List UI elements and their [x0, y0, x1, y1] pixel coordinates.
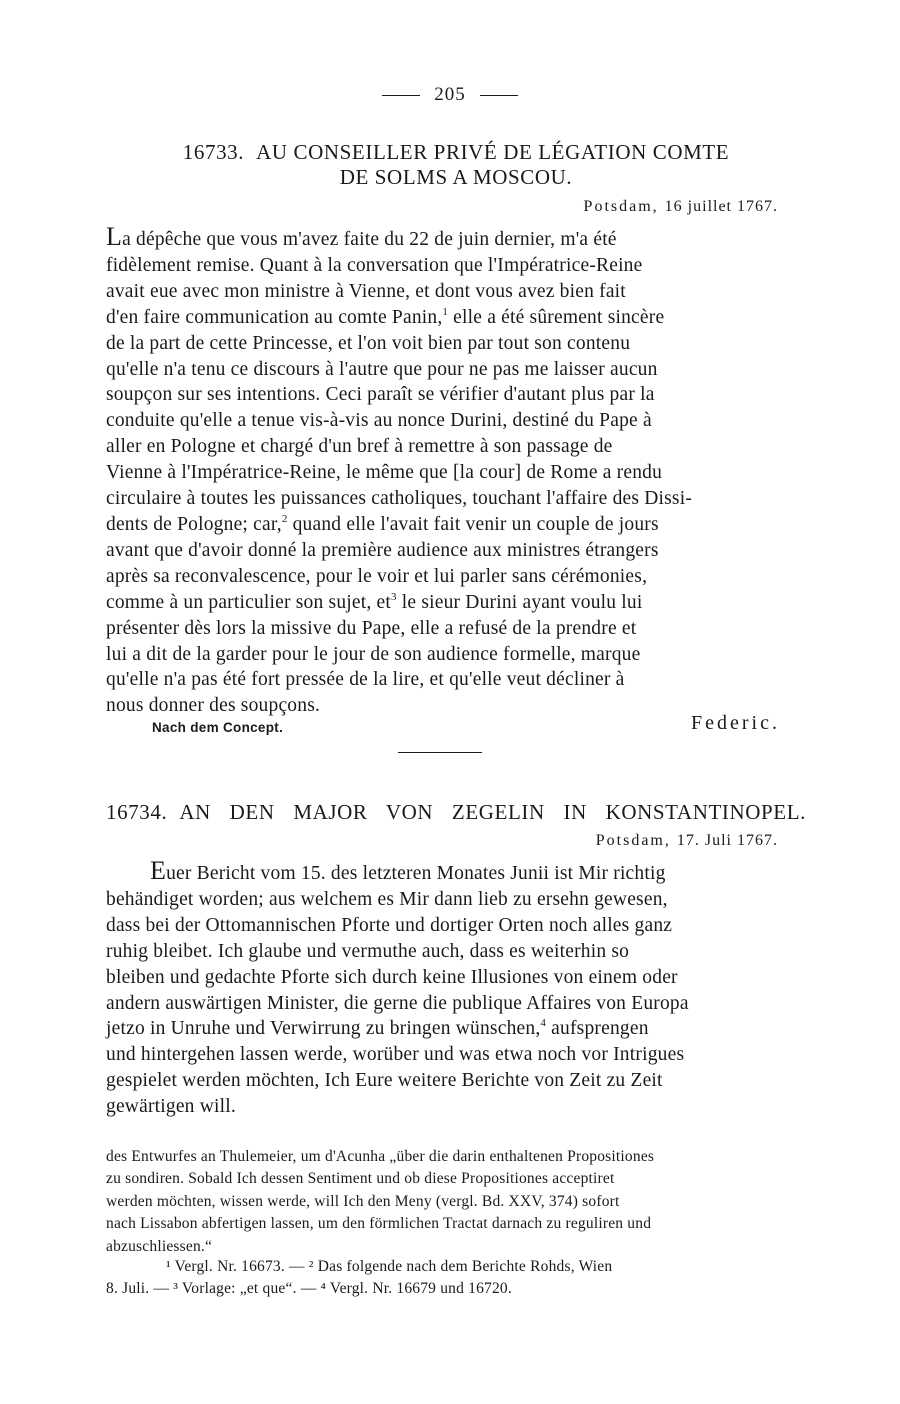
footnote-line: des Entwurfes an Thulemeier, um d'Acunha „über die darin enthaltenen Propositiones [106, 1148, 655, 1165]
text-line: jetzo in Unruhe und Verwirrung zu bringen wünschen,$^4$ aufsprengen [106, 1017, 649, 1040]
text-line: ruhig bleibet. Ich glaube und vermuthe auch, dass es weiterhin so [106, 940, 630, 962]
letter-number: 16733. [182, 140, 245, 164]
text-line: gewärtigen will. [106, 1096, 236, 1118]
footnote-marker: 2 [281, 512, 288, 525]
text-line: conduite qu'elle a tenue vis-à-vis au nonce Durini, destiné du Pape à [106, 410, 652, 432]
text-line: après sa reconvalescence, pour le voir et lui parler sans cérémonies, [106, 565, 648, 587]
header-rule-right [480, 95, 518, 96]
text-line: Euer Bericht vom 15. des letzteren Monates Junii ist Mir richtig [150, 856, 666, 885]
footnote-line: werden möchten, wissen werde, will Ich den Meny (vergl. Bd. XXV, 374) sofort [106, 1192, 620, 1210]
text-line: behändiget worden; aus welchem es Mir dann lieb zu ersehn gewesen, [106, 888, 668, 910]
text-line: de la part de cette Princesse, et l'on voit bien par tout son contenu [106, 332, 631, 354]
text-line: comme à un particulier son sujet, $et^3$ le sieur Durini ayant voulu lui [106, 590, 643, 613]
signature: Federic. [691, 712, 780, 734]
letter-heading-16733 [106, 140, 806, 190]
footnote-marker: 4 [540, 1017, 547, 1030]
text-line: aller en Pologne et chargé d'un bref à remettre à son passage de [106, 436, 613, 458]
footnote-line: ¹ Vergl. Nr. 16673. — ² Das folgende nach dem Berichte Rohds, Wien [166, 1258, 613, 1275]
footnote-line: nach Lissabon abfertigen lassen, um den förmlichen Tractat darnach zu reguliren und [106, 1215, 652, 1233]
footnote-line: zu sondiren. Sobald Ich dessen Sentiment und ob diese Propositiones acceptiret [106, 1170, 615, 1188]
footnote-marker: 3 [391, 590, 397, 603]
text-line: soupçon sur ses intentions. Ceci paraît se vérifier d'autant plus par la [106, 384, 655, 406]
date: 17. Juli 1767. [676, 832, 778, 849]
place-date-16733 [584, 198, 778, 216]
letter-title-line2: DE SOLMS A MOSCOU. [339, 165, 573, 189]
place: Potsdam, [583, 198, 659, 215]
text-line: qu'elle n'a tenu ce discours à l'autre que pour ne pas me laisser aucun [106, 358, 658, 380]
letter-heading-16734 [106, 800, 806, 825]
text-line: gespielet werden möchten, Ich Eure weitere Berichte von Zeit zu Zeit [106, 1070, 663, 1092]
page-header [0, 84, 900, 106]
letter-number: 16734. [106, 800, 168, 824]
place: Potsdam, [595, 832, 671, 849]
letter-title: AN DEN MAJOR VON ZEGELIN IN KONSTANTINOPEL. [179, 800, 806, 824]
text-line: bleiben und gedachte Pforte sich durch keine Illusiones von einem oder [106, 966, 678, 988]
letter-title-line1: AU CONSEILLER PRIVÉ DE LÉGATION COMTE [256, 140, 730, 164]
text-line: dass bei der Ottomannischen Pforte und dortiger Orten noch alles ganz [106, 914, 673, 936]
footnote-line: abzuschliessen.“ [106, 1237, 213, 1255]
text-line: dents de Pologne; car,$^2$ quand elle l'avait fait venir un couple de jours [106, 512, 659, 535]
text-line: fidèlement remise. Quant à la conversation que l'Impératrice-Reine [106, 254, 643, 276]
place-date-16734 [596, 832, 778, 850]
text-line: avant que d'avoir donné la première audience aux ministres étrangers [106, 539, 659, 561]
footnote-marker: 1 [442, 305, 449, 318]
text-line: avait eue avec mon ministre à Vienne, et dont vous avez bien fait [106, 280, 626, 302]
footnote-continuation [106, 1146, 804, 1258]
drop-cap: E [150, 856, 167, 885]
letter-body-16734 [106, 858, 804, 1120]
text-line: nous donner des soupçons. [106, 695, 321, 717]
footnote-line: 8. Juli. — ³ Vorlage: „et que“. — ⁴ Vergl. Nr. 16679 und 16720. [106, 1280, 512, 1298]
text-line: lui a dit de la garder pour le jour de son audience formelle, marque [106, 643, 641, 665]
section-divider [398, 752, 482, 753]
text-line: und hintergehen lassen werde, worüber und was etwa noch vor Intrigues [106, 1044, 685, 1066]
text-line: La dépêche que vous m'avez faite du 22 de juin dernier, m'a été [106, 222, 617, 251]
text-line: qu'elle n'a pas été fort pressée de la lire, et qu'elle veut décliner à [106, 669, 625, 691]
letter-body-16733 [106, 224, 804, 719]
header-rule-left [382, 95, 420, 96]
source-note: Nach dem Concept. [152, 720, 284, 735]
page-number: 205 [434, 84, 466, 105]
date: 16 juillet 1767. [664, 198, 778, 215]
footnotes [106, 1256, 804, 1301]
text-line: présenter dès lors la missive du Pape, elle a refusé de la prendre et [106, 617, 637, 639]
text-line: andern auswärtigen Minister, die gerne die publique Affaires von Europa [106, 992, 689, 1014]
text-line: d'en faire communication au comte Panin,$^1$ elle a été sûrement sincère [106, 305, 665, 328]
drop-cap: L [106, 222, 123, 251]
text-line: Vienne à l'Impératrice-Reine, le même que [la cour] de Rome a rendu [106, 462, 663, 484]
text-line: circulaire à toutes les puissances catholiques, touchant l'affaire des Dissi- [106, 488, 693, 510]
